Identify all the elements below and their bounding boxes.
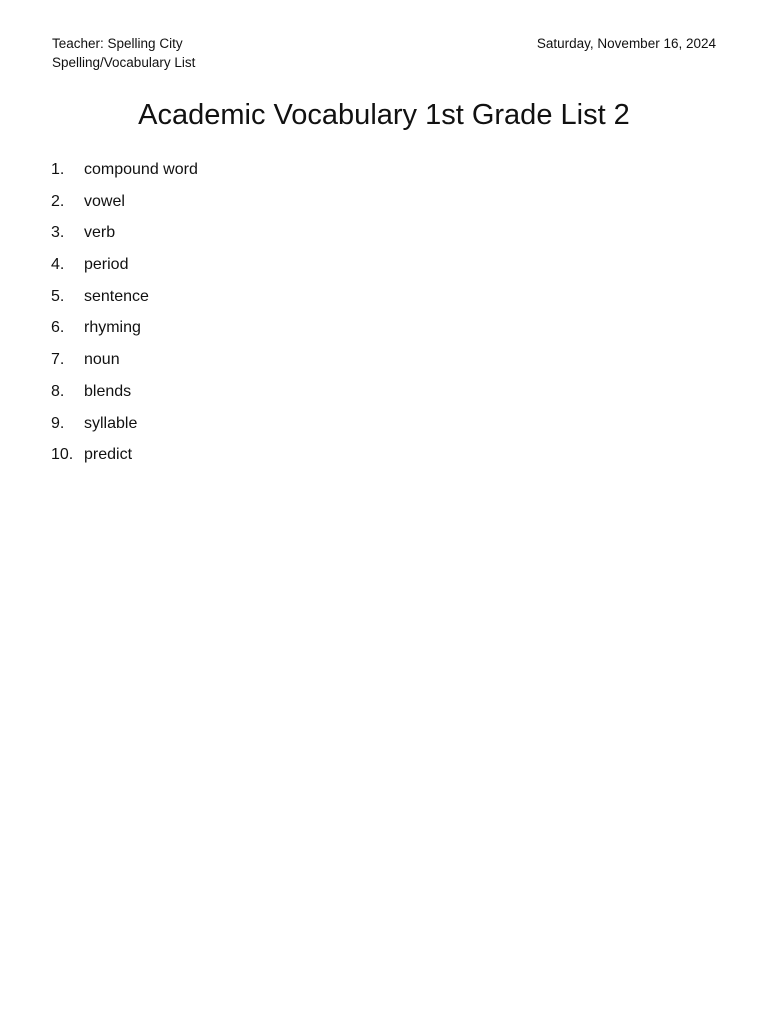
item-number: 3. (51, 224, 65, 242)
list-item (51, 221, 198, 253)
list-item (51, 412, 198, 444)
item-number: 7. (51, 351, 65, 369)
item-number: 1. (51, 161, 65, 178)
list-item (51, 285, 198, 317)
list-item (51, 253, 198, 285)
page-header (52, 34, 716, 72)
vocabulary-word: compound word (84, 161, 198, 178)
item-number: 8. (51, 382, 65, 400)
vocabulary-word: verb (84, 224, 116, 242)
item-number: 4. (51, 256, 65, 274)
vocabulary-word: predict (84, 446, 133, 464)
vocabulary-word: blends (84, 382, 132, 400)
page-title: Academic Vocabulary 1st Grade List 2 (138, 99, 630, 131)
header-top-row (52, 34, 716, 53)
teacher-name: Teacher: Spelling City (52, 36, 183, 51)
vocabulary-word: syllable (84, 414, 138, 432)
list-item (51, 443, 198, 475)
vocabulary-word: rhyming (84, 319, 141, 337)
vocabulary-list (51, 158, 198, 475)
list-item (51, 316, 198, 348)
list-item (51, 158, 198, 190)
item-number: 9. (51, 414, 65, 432)
vocabulary-word: period (84, 256, 129, 274)
list-item (51, 348, 198, 380)
item-number: 10. (51, 446, 74, 464)
item-number: 5. (51, 287, 65, 305)
vocabulary-word: noun (84, 351, 120, 369)
item-number: 2. (51, 192, 65, 210)
list-type-label: Spelling/Vocabulary List (52, 55, 196, 70)
list-item (51, 190, 198, 222)
vocabulary-word: vowel (84, 192, 125, 210)
document-date: Saturday, November 16, 2024 (536, 36, 716, 51)
vocabulary-word: sentence (84, 287, 149, 305)
list-item (51, 380, 198, 412)
item-number: 6. (51, 319, 65, 337)
